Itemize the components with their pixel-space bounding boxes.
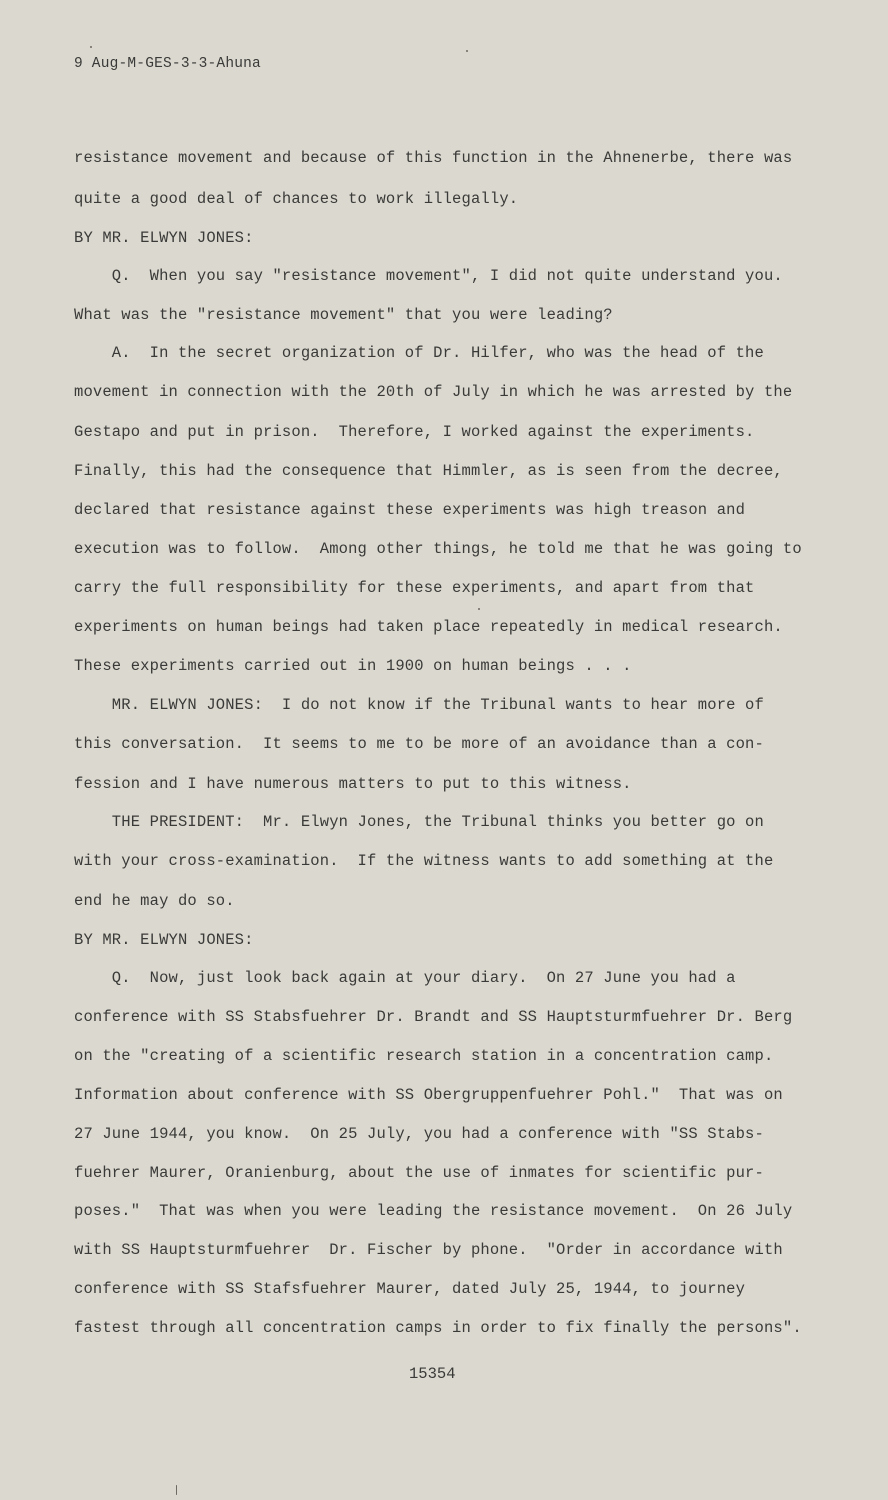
paper-speck [478,608,480,610]
text-line: quite a good deal of chances to work illegally. [74,190,519,208]
text-line: fastest through all concentration camps in order to fix finally the persons". [74,1319,802,1337]
text-line: on the "creating of a scientific research station in a concentration camp. [74,1047,774,1065]
paper-speck [466,50,468,52]
text-line: Gestapo and put in prison. Therefore, I worked against the experiments. [74,423,755,441]
text-line: this conversation. It seems to me to be more of an avoidance than a con- [74,735,764,753]
text-line: Finally, this had the consequence that Himmler, as is seen from the decree, [74,462,783,480]
text-line: carry the full responsibility for these experiments, and apart from that [74,579,755,597]
text-line: poses." That was when you were leading the resistance movement. On 26 July [74,1202,793,1220]
text-line: fuehrer Maurer, Oranienburg, about the use of inmates for scientific pur- [74,1164,764,1182]
text-line: experiments on human beings had taken place repeatedly in medical research. [74,618,783,636]
page-number: 15354 [409,1365,456,1383]
text-line: movement in connection with the 20th of July in which he was arrested by the [74,383,793,401]
text-line: declared that resistance against these experiments was high treason and [74,501,746,519]
text-line: fession and I have numerous matters to put to this witness. [74,775,632,793]
text-line: THE PRESIDENT: Mr. Elwyn Jones, the Tribunal thinks you better go on [74,813,764,831]
text-line: conference with SS Stabsfuehrer Dr. Brandt and SS Hauptsturmfuehrer Dr. Berg [74,1008,793,1026]
paper-speck [176,1485,177,1495]
text-line: execution was to follow. Among other things, he told me that he was going to [74,540,802,558]
paper-speck [90,46,92,48]
text-line: MR. ELWYN JONES: I do not know if the Tribunal wants to hear more of [74,696,764,714]
text-line: conference with SS Stafsfuehrer Maurer, dated July 25, 1944, to journey [74,1280,746,1298]
text-line: with SS Hauptsturmfuehrer Dr. Fischer by phone. "Order in accordance with [74,1241,783,1259]
text-line: Information about conference with SS Obergruppenfuehrer Pohl." That was on [74,1086,783,1104]
text-line: with your cross-examination. If the witness wants to add something at the [74,852,774,870]
text-line: Q. Now, just look back again at your diary. On 27 June you had a [74,969,736,987]
text-line: A. In the secret organization of Dr. Hilfer, who was the head of the [74,344,764,362]
text-line: end he may do so. [74,892,235,910]
text-line: What was the "resistance movement" that you were leading? [74,306,613,324]
text-line: 27 June 1944, you know. On 25 July, you had a conference with "SS Stabs- [74,1125,764,1143]
text-line: BY MR. ELWYN JONES: [74,931,254,949]
text-line: These experiments carried out in 1900 on human beings . . . [74,657,632,675]
text-line: Q. When you say "resistance movement", I did not quite understand you. [74,267,783,285]
document-header: 9 Aug-M-GES-3-3-Ahuna [74,56,261,72]
text-line: resistance movement and because of this function in the Ahnenerbe, there was [74,149,793,167]
text-line: BY MR. ELWYN JONES: [74,229,254,247]
